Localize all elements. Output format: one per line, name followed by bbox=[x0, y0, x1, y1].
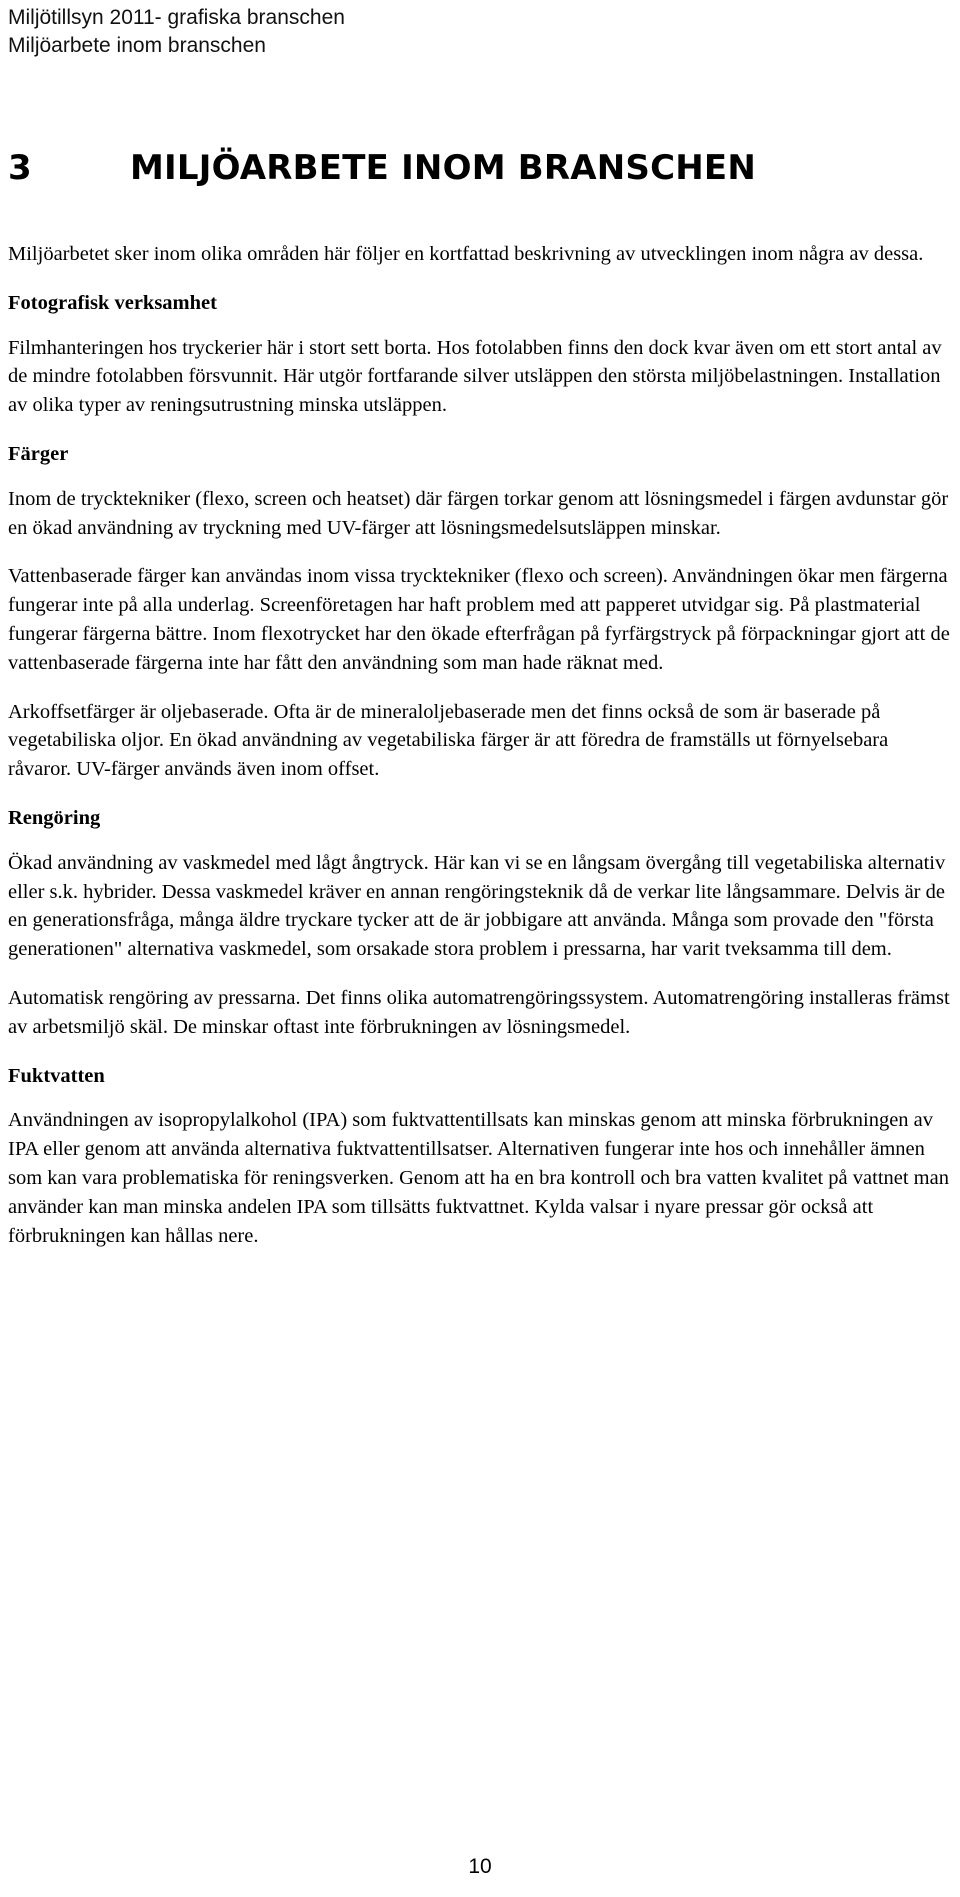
section-heading-foto: Fotografisk verksamhet bbox=[8, 291, 217, 314]
section-heading-farger: Färger bbox=[8, 442, 69, 465]
header-document-title: Miljötillsyn 2011- grafiska branschen bbox=[8, 6, 345, 29]
paragraph-foto-1: Filmhanteringen hos tryckerier här i stort sett borta. Hos fotolabben finns den dock kvar även om ett stort antal av de mindre fotolabben försvunnit. Här utgör fortfarande silver utsläppen den största miljöbelastningen. Installation av olika typer av reningsutrustning minska utsläppen. bbox=[8, 336, 942, 417]
page-number: 10 bbox=[468, 1855, 492, 1878]
chapter-title: MILJÖARBETE INOM BRANSCHEN bbox=[130, 148, 756, 188]
chapter-number: 3 bbox=[8, 148, 32, 188]
paragraph-farger-3: Arkoffsetfärger är oljebaserade. Ofta är de mineraloljebaserade men det finns också de som är baserade på vegetabiliska oljor. En ökad användning av vegetabiliska färger är att föredra de framställs ut förnyelsebara råvaror. UV-färger används även inom offset. bbox=[8, 700, 889, 781]
section-heading-rengoring: Rengöring bbox=[8, 806, 101, 829]
paragraph-farger-1: Inom de trycktekniker (flexo, screen och heatset) där färgen torkar genom att lösningsmedel i färgen avdunstar gör en ökad användning av tryckning med UV-färger att lösningsmedelsutsläppen minskar. bbox=[8, 487, 949, 539]
paragraph-fuktvatten-1: Användningen av isopropylalkohol (IPA) som fuktvattentillsats kan minskas genom att minska förbrukningen av IPA eller genom att använda alternativa fuktvattentillsatser. Alternativen fungerar inte hos och innehåller ämnen som kan vara problematiska för reningsverken. Genom att ha en bra kontroll och bra vatten kvalitet på vattnet man använder kan man minska andelen IPA som tillsätts fuktvattnet. Kylda valsar i nyare pressar gör också att förbrukningen kan hållas nere. bbox=[8, 1109, 949, 1247]
paragraph-rengoring-1: Ökad användning av vaskmedel med lågt ångtryck. Här kan vi se en långsam övergång till vegetabiliska alternativ eller s.k. hybrider. Dessa vaskmedel kräver en annan rengöringsteknik då de verkar lite långsammare. Delvis är de en generationsfråga, många äldre tryckare tycker att de är jobbigare att använda. Många som provade den "första generationen" alternativa vaskmedel, som orsakade stora problem i pressarna, har varit tveksamma till dem. bbox=[8, 851, 946, 961]
document-body bbox=[8, 240, 956, 1250]
chapter-heading bbox=[8, 148, 756, 188]
section-heading-fuktvatten: Fuktvatten bbox=[8, 1064, 105, 1087]
paragraph-farger-2: Vattenbaserade färger kan användas inom vissa trycktekniker (flexo och screen). Användningen ökar men färgerna fungerar inte på alla underlag. Screenföretagen har haft problem med att papperet utvidgar sig. På plastmaterial fungerar färgerna bättre. Inom flexotrycket har den ökade efterfrågan på fyrfärgstryck på förpackningar gjort att de vattenbaserade färgerna inte har fått den användning som man hade räknat med. bbox=[8, 565, 950, 674]
header-chapter-title: Miljöarbete inom branschen bbox=[8, 34, 266, 57]
intro-paragraph: Miljöarbetet sker inom olika områden här följer en kortfattad beskrivning av utvecklingen inom några av dessa. bbox=[8, 243, 924, 265]
paragraph-rengoring-2: Automatisk rengöring av pressarna. Det finns olika automatrengöringssystem. Automatrengöring installeras främst av arbetsmiljö skäl. De minskar oftast inte förbrukningen av lösningsmedel. bbox=[8, 986, 950, 1038]
running-header bbox=[8, 4, 345, 60]
